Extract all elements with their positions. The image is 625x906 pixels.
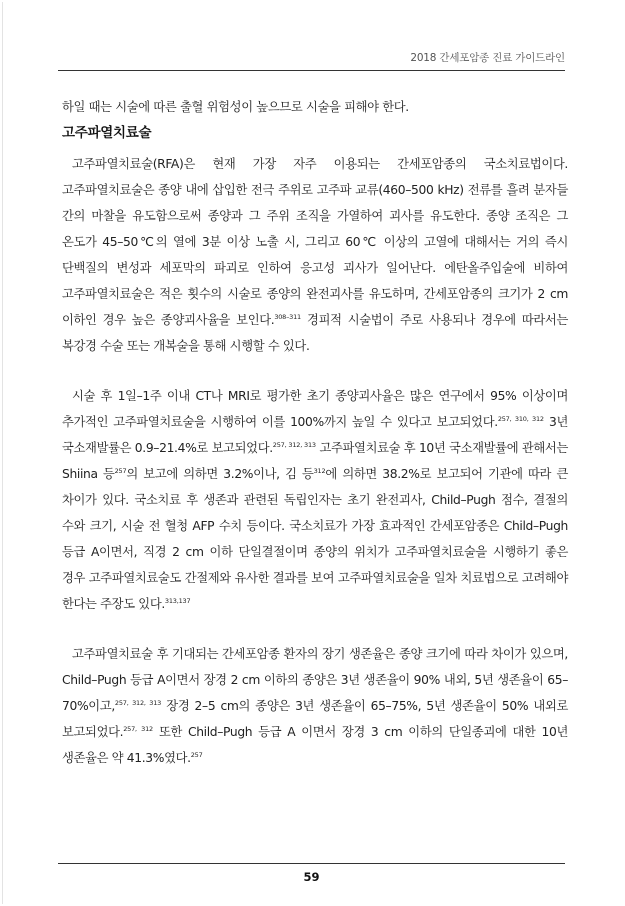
paragraph-text: 시술 후 1일–1주 이내 CT나 MRI로 평가한 초기 종양괴사율은 많은 연구에서 95% 이상이며 추가적인 고주파열치료술을 시행하여 이를 100%까지 높일 수 있다고 보고되었다. [62, 389, 568, 429]
citation: 257 [114, 466, 127, 475]
paragraph-text: 에 의하면 38.2%로 보고되어 기관에 따라 큰 차이가 있다. 국소치료 후 생존과 관련된 독립인자는 초기 완전괴사, Child–Pugh 점수, 결절의 수와 크기, 시술 전 혈청 AFP 수치 등이다. 국소치료가 가장 효과적인 간세포암종은 Child–Pugh 등급 A이면서, 직경 2 cm 이하 단일결절이며 종양의 위치가 고주파열치료술을 시행하기 좋은 경우 고주파열치료술도 간절제와 유사한 결과를 보여 고주파열치료술을 일차 치료법으로 고려해야 한다는 주장도 있다. [62, 467, 569, 611]
citation: 257 [190, 750, 203, 759]
paragraph-text: 의 보고에 의하면 3.2%이나, 김 등 [126, 467, 314, 481]
citation: 257, 310, 312 [497, 414, 544, 423]
citation: 308–311 [274, 312, 301, 321]
paragraph-text: 또한 Child–Pugh 등급 A 이면서 장경 3 cm 이하의 단일종괴에 대한 10년 생존율은 약 41.3%였다. [62, 725, 568, 765]
page-number: 59 [303, 870, 320, 884]
rfa-definition-paragraph [62, 151, 568, 359]
paragraph-gap [62, 359, 568, 383]
running-header: 2018 간세포암종 진료 가이드라인 [410, 52, 565, 64]
section-heading: 고주파열치료술 [62, 125, 152, 141]
header-rule [58, 70, 565, 71]
page-body [62, 94, 568, 771]
paragraph-gap [62, 617, 568, 641]
paragraph-text: 고주파열치료술 후 10년 국소재발률에 관해서는 Shiina 등 [62, 441, 568, 481]
citation: 257, 312 [123, 724, 153, 733]
footer-rule [58, 863, 565, 864]
citation: 257, 312, 313 [272, 440, 316, 449]
citation: 312 [313, 466, 326, 475]
paragraph-text: 경피적 시술법이 주로 사용되나 경우에 따라서는 복강경 수술 또는 개복술을 통해 시행할 수 있다. [62, 313, 568, 353]
paragraph-text: 고주파열치료술(RFA)은 현재 가장 자주 이용되는 간세포암종의 국소치료법이다. 고주파열치료술은 종양 내에 삽입한 전극 주위로 고주파 교류(460–500 kHz) 전류를 흘려 분자들 간의 마찰을 유도함으로써 종양과 그 주위 조직을 가열하여 괴사를 유도한다. 종양 조직은 그 온도가 45–50℃의 열에 3분 이상 노출 시, 그리고 60℃ 이상의 고열에 대해서는 거의 즉시 단백질의 변성과 세포막의 파괴로 인하여 응고성 괴사가 일어난다. 에탄올주입술에 비하여 고주파열치료술은 적은 횟수의 시술로 종양의 완전괴사를 유도하며, 간세포암종의 크기가 2 cm 이하인 경우 높은 종양괴사율을 보인다. [62, 157, 568, 327]
citation: 313,137 [164, 596, 191, 605]
rfa-survival-paragraph [62, 641, 568, 771]
citation: 257, 312, 313 [114, 698, 162, 707]
rfa-outcomes-paragraph [62, 383, 568, 617]
paragraph-text: 3년 국소재발률은 0.9–21.4%로 보고되었다. [62, 415, 568, 455]
paragraph-text: 장경 2–5 cm의 종양은 3년 생존율이 65–75%, 5년 생존율이 50% 내외로 보고되었다. [62, 699, 569, 739]
intro-paragraph: 하일 때는 시술에 따른 출혈 위험성이 높으므로 시술을 피해야 한다. [62, 100, 409, 114]
paragraph-text: 고주파열치료술 후 기대되는 간세포암종 환자의 장기 생존율은 종양 크기에 따라 차이가 있으며, Child–Pugh 등급 A이면서 장경 2 cm 이하의 종양은 3년 생존율이 90% 내외, 5년 생존율이 65–70%이고, [62, 647, 568, 713]
